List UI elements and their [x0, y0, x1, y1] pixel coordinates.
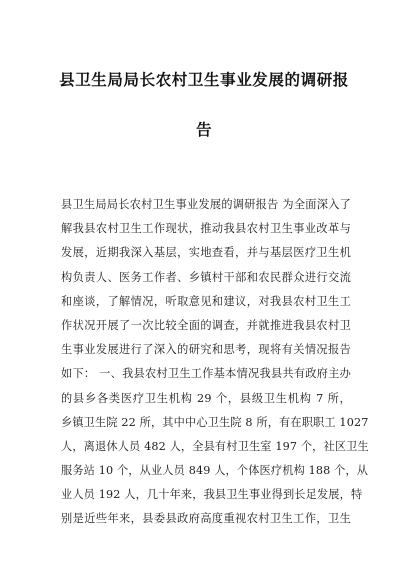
body-line: 业人员 192 人，几十年来，我县卫生事业得到长足发展，特 — [61, 488, 363, 502]
body-line: 和座谈，了解情况，听取意见和建议，对我县农村卫生工 — [61, 294, 351, 308]
body-line: 解我县农村卫生工作现状，推动我县农村卫生事业改革与 — [61, 222, 351, 236]
body-line: 人，离退休人员 482 人，全县有村卫生室 197 个，社区卫生 — [61, 439, 369, 453]
body-line: 构负责人、医务工作者、乡镇村干部和农民群众进行交流 — [61, 270, 351, 284]
body-line: 别是近些年来，县委县政府高度重视农村卫生工作，卫生 — [61, 512, 351, 526]
document-title-line-2: 告 — [195, 121, 213, 139]
document-title-line-1: 县卫生局局长农村卫生事业发展的调研报 — [59, 71, 349, 89]
body-line: 生事业发展进行了深入的研究和思考，现将有关情况报告 — [61, 343, 351, 357]
body-line: 的县乡各类医疗卫生机构 29 个，县级卫生机构 7 所， — [61, 391, 351, 405]
body-line: 县卫生局局长农村卫生事业发展的调研报告 为全面深入了 — [61, 198, 351, 211]
body-line: 如下： 一、我县农村卫生工作基本情况我县共有政府主办 — [61, 367, 351, 381]
document-body — [61, 193, 369, 532]
body-line: 乡镇卫生院 22 所，其中中心卫生院 8 所，有在职职工 1027 — [61, 415, 369, 429]
body-line: 服务站 10 个，从业人员 849 人，个体医疗机构 188 个，从 — [61, 464, 369, 478]
body-line: 发展，近期我深入基层，实地查看，并与基层医疗卫生机 — [61, 246, 351, 260]
body-line: 作状况开展了一次比较全面的调查，并就推进我县农村卫 — [61, 318, 351, 332]
